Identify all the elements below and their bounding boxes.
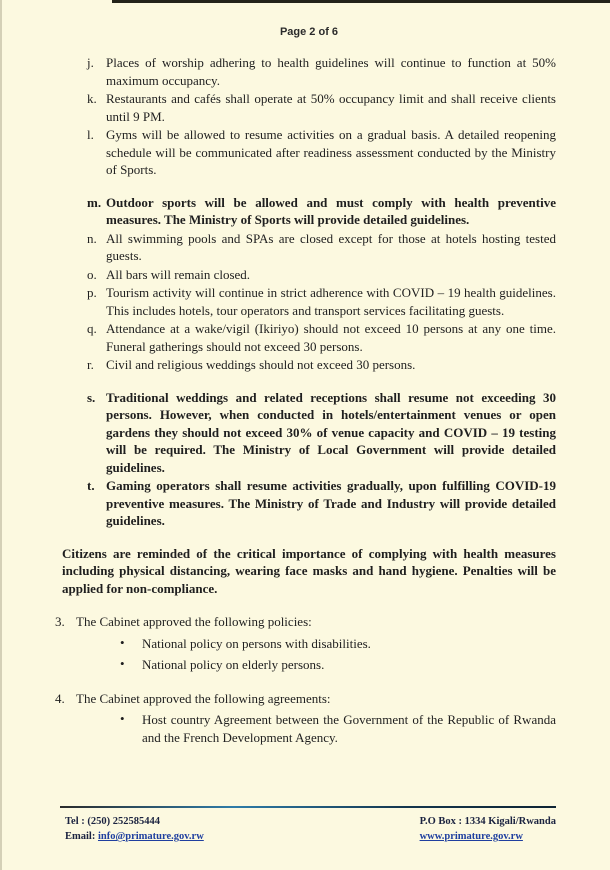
list-item-s — [62, 389, 556, 477]
bullet-text: National policy on elderly persons. — [142, 657, 325, 672]
list-item-text: Gyms will be allowed to resume activities on a gradual basis. A detailed reopening schedule will be communicated after readiness assessment conducted by the Ministry of Sports. — [106, 127, 556, 177]
footer-divider — [60, 806, 556, 808]
footer-tel: Tel : (250) 252585444 — [65, 816, 160, 827]
list-item-marker: r. — [87, 357, 94, 372]
bullet-text: Host country Agreement between the Government of the Republic of Rwanda and the French Development Agency. — [142, 712, 556, 745]
citizens-reminder-paragraph: Citizens are reminded of the critical importance of complying with health measures including physical distancing, wearing face masks and hand hygiene. Penalties will be applied for non-compliance. — [62, 545, 556, 596]
footer-email-label: Email: — [65, 831, 96, 842]
list-item-text: Restaurants and cafés shall operate at 50% occupancy limit and shall receive clients until 9 PM. — [106, 91, 556, 124]
numbered-item-3 — [55, 613, 556, 631]
scan-artifact-top-edge — [112, 0, 610, 3]
list-item-text: Places of worship adhering to health guidelines will continue to function at 50% maximum occupancy. — [106, 55, 556, 88]
list-item-marker: m. — [87, 194, 102, 210]
list-item-marker: j. — [87, 55, 94, 70]
footer-contact-right — [420, 814, 556, 844]
bullet-icon — [120, 634, 125, 652]
list-item-marker: q. — [87, 321, 97, 336]
numbered-item-marker: 4. — [55, 690, 65, 706]
list-item-marker: s. — [87, 389, 96, 405]
footer-email-link[interactable]: info@primature.gov.rw — [97, 831, 204, 842]
bullet-item — [62, 635, 556, 653]
bullet-icon — [120, 655, 125, 673]
list-item-p — [62, 284, 556, 319]
page-number-header: Page 2 of 6 — [279, 26, 339, 38]
list-item-text: Tourism activity will continue in strict adherence with COVID – 19 health guidelines. This includes hotels, tour operators and transport services facilitating guests. — [106, 285, 556, 318]
numbered-item-4 — [55, 690, 556, 708]
list-item-marker: l. — [87, 127, 94, 142]
footer-contact-left — [65, 814, 204, 844]
list-item-n — [62, 230, 556, 265]
numbered-item-marker: 3. — [55, 614, 65, 629]
footer-po-box: P.O Box : 1334 Kigali/Rwanda — [419, 816, 556, 827]
page-content — [55, 26, 556, 746]
list-item-o — [62, 266, 556, 284]
bullet-item — [62, 656, 556, 674]
list-item-j — [62, 54, 556, 89]
list-item-text: Outdoor sports will be allowed and must comply with health preventive measures. The Ministry of Sports will provide detailed guidelines. — [106, 194, 556, 227]
list-item-marker: t. — [87, 478, 95, 493]
list-item-q — [62, 320, 556, 355]
list-item-l — [62, 126, 556, 179]
list-item-text: Civil and religious weddings should not exceed 30 persons. — [106, 357, 416, 372]
list-item-marker: o. — [87, 266, 97, 282]
numbered-item-text: The Cabinet approved the following policies: — [76, 614, 312, 629]
numbered-item-text: The Cabinet approved the following agreements: — [76, 690, 331, 706]
list-item-marker: k. — [87, 91, 97, 106]
footer-website-link[interactable]: www.primature.gov.rw — [419, 831, 523, 842]
list-item-k — [62, 90, 556, 125]
list-item-marker: n. — [87, 230, 97, 246]
page-footer — [60, 806, 556, 844]
list-item-t — [62, 477, 556, 530]
list-item-text: Traditional weddings and related receptions shall resume not exceeding 30 persons. However, when conducted in hotels/entertainment venues or open gardens they should not exceed 30% of venue capacity and COVID – 19 testing will be required. The Ministry of Local Government will provide detailed guidelines. — [106, 389, 556, 475]
list-item-text: All bars will remain closed. — [106, 266, 251, 282]
bullet-text: National policy on persons with disabilities. — [142, 635, 371, 651]
bullet-item — [62, 711, 556, 746]
list-item-m — [62, 194, 556, 229]
scan-artifact-left-edge — [0, 0, 2, 870]
list-item-text: All swimming pools and SPAs are closed except for those at hotels hosting tested guests. — [106, 230, 556, 263]
list-item-text: Attendance at a wake/vigil (Ikiriyo) should not exceed 10 persons at any one time. Funeral gatherings should not exceed 30 persons. — [106, 321, 556, 354]
list-item-text: Gaming operators shall resume activities gradually, upon fulfilling COVID-19 preventive measures. The Ministry of Trade and Industry will provide detailed guidelines. — [106, 478, 556, 528]
list-item-r — [62, 356, 556, 374]
list-item-marker: p. — [87, 285, 97, 300]
bullet-icon — [120, 710, 125, 728]
